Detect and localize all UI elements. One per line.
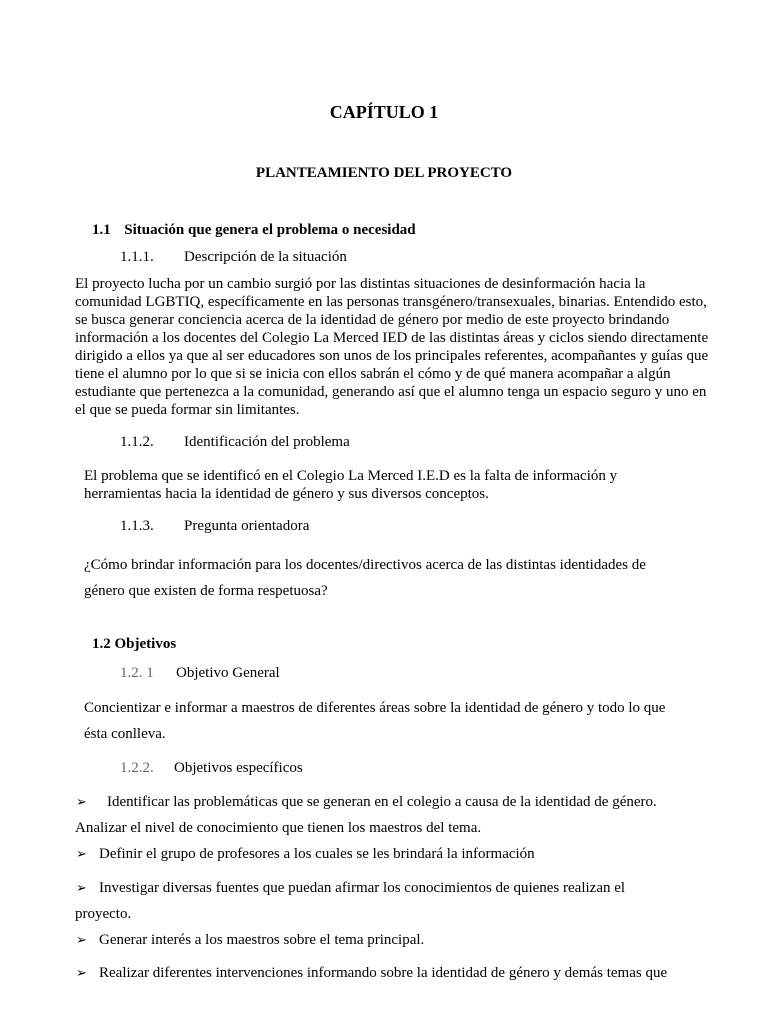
objective-item xyxy=(76,932,424,949)
objective-item xyxy=(76,965,667,982)
paragraph-line: Concientizar e informar a maestros de diferentes áreas sobre la identidad de género y todo lo que xyxy=(84,700,666,716)
subsection-1-1-1-heading xyxy=(120,249,347,266)
subsection-title: Objetivo General xyxy=(176,665,280,681)
subsection-number: 1.1.1. xyxy=(120,249,154,265)
paragraph-line: el que se pueda formar sin limitantes. xyxy=(75,402,300,418)
objective-text: Identificar las problemáticas que se generan en el colegio a causa de la identidad de género. xyxy=(107,794,657,810)
chapter-heading: CAPÍTULO 1 xyxy=(329,102,439,122)
subsection-1-1-2-heading xyxy=(120,434,350,451)
objective-text: Investigar diversas fuentes que puedan afirmar los conocimientos de quienes realizan el xyxy=(99,880,626,896)
subsection-1-1-3-heading xyxy=(120,518,309,535)
paragraph-line: ésta conlleva. xyxy=(84,726,166,742)
section-title: Situación que genera el problema o necesidad xyxy=(124,222,416,238)
project-title: PLANTEAMIENTO DEL PROYECTO xyxy=(255,165,513,181)
paragraph-line: información a los docentes del Colegio La Merced IED de las distintas áreas y ciclos siendo directamente xyxy=(75,330,709,346)
subsection-number: 1.1.2. xyxy=(120,434,154,450)
paragraph-line: tiene el alumno por lo que si se inicia con ellos sabrán el cómo y de qué manera acompañar a algún xyxy=(75,366,671,382)
paragraph-line: dirigido a ellos ya que al ser educadores son unos de los principales referentes, acompañantes y guías que xyxy=(75,348,709,364)
subsection-1-2-1-heading xyxy=(120,665,280,682)
objective-continuation: Analizar el nivel de conocimiento que tienen los maestros del tema. xyxy=(75,820,482,836)
objective-text: Generar interés a los maestros sobre el tema principal. xyxy=(99,932,425,948)
arrow-bullet-icon: ➢ xyxy=(76,932,87,947)
arrow-bullet-icon: ➢ xyxy=(76,794,87,809)
section-number: 1.1 xyxy=(92,222,111,238)
paragraph-line: se busca generar conciencia acerca de la identidad de género por medio de este proyecto brindando xyxy=(75,312,670,328)
paragraph-line: El proyecto lucha por un cambio surgió por las distintas situaciones de desinformación hacia la xyxy=(75,276,646,292)
section-1-2-heading: 1.2 Objetivos xyxy=(92,636,177,652)
objective-continuation: proyecto. xyxy=(75,906,132,922)
paragraph-line: El problema que se identificó en el Colegio La Merced I.E.D es la falta de información y xyxy=(84,468,618,484)
objective-item xyxy=(76,880,625,897)
description-paragraph xyxy=(75,275,716,419)
objective-text: Realizar diferentes intervenciones informando sobre la identidad de género y demás temas que xyxy=(99,965,668,981)
section-1-1-heading xyxy=(92,222,416,239)
subsection-title: Objetivos específicos xyxy=(174,760,303,776)
paragraph-line: herramientas hacia la identidad de género y sus diversos conceptos. xyxy=(84,486,489,502)
objective-text: Definir el grupo de profesores a los cuales se les brindará la información xyxy=(99,846,535,862)
arrow-bullet-icon: ➢ xyxy=(76,846,87,861)
subsection-number: 1.2.2. xyxy=(120,760,154,776)
subsection-title: Pregunta orientadora xyxy=(184,518,310,534)
general-objective-paragraph xyxy=(84,695,684,747)
subsection-title: Identificación del problema xyxy=(184,434,350,450)
paragraph-line: comunidad LGBTIQ, específicamente en las personas transgénero/transexuales, binarias. Entendido esto, xyxy=(75,294,707,310)
paragraph-line: género que existen de forma respetuosa? xyxy=(84,583,328,599)
arrow-bullet-icon: ➢ xyxy=(76,880,87,895)
problem-paragraph xyxy=(84,467,684,503)
subsection-number: 1.2. 1 xyxy=(120,665,154,681)
paragraph-line: ¿Cómo brindar información para los docentes/directivos acerca de las distintas identidades de xyxy=(84,557,646,573)
objective-item xyxy=(76,846,535,863)
paragraph-line: estudiante que pertenezca a la comunidad, generando así que el alumno tenga un espacio seguro y uno en xyxy=(75,384,707,400)
objective-item xyxy=(76,794,657,811)
subsection-title: Descripción de la situación xyxy=(184,249,347,265)
question-paragraph xyxy=(84,552,681,604)
arrow-bullet-icon: ➢ xyxy=(76,965,87,980)
subsection-number: 1.1.3. xyxy=(120,518,154,534)
subsection-1-2-2-heading xyxy=(120,760,303,777)
